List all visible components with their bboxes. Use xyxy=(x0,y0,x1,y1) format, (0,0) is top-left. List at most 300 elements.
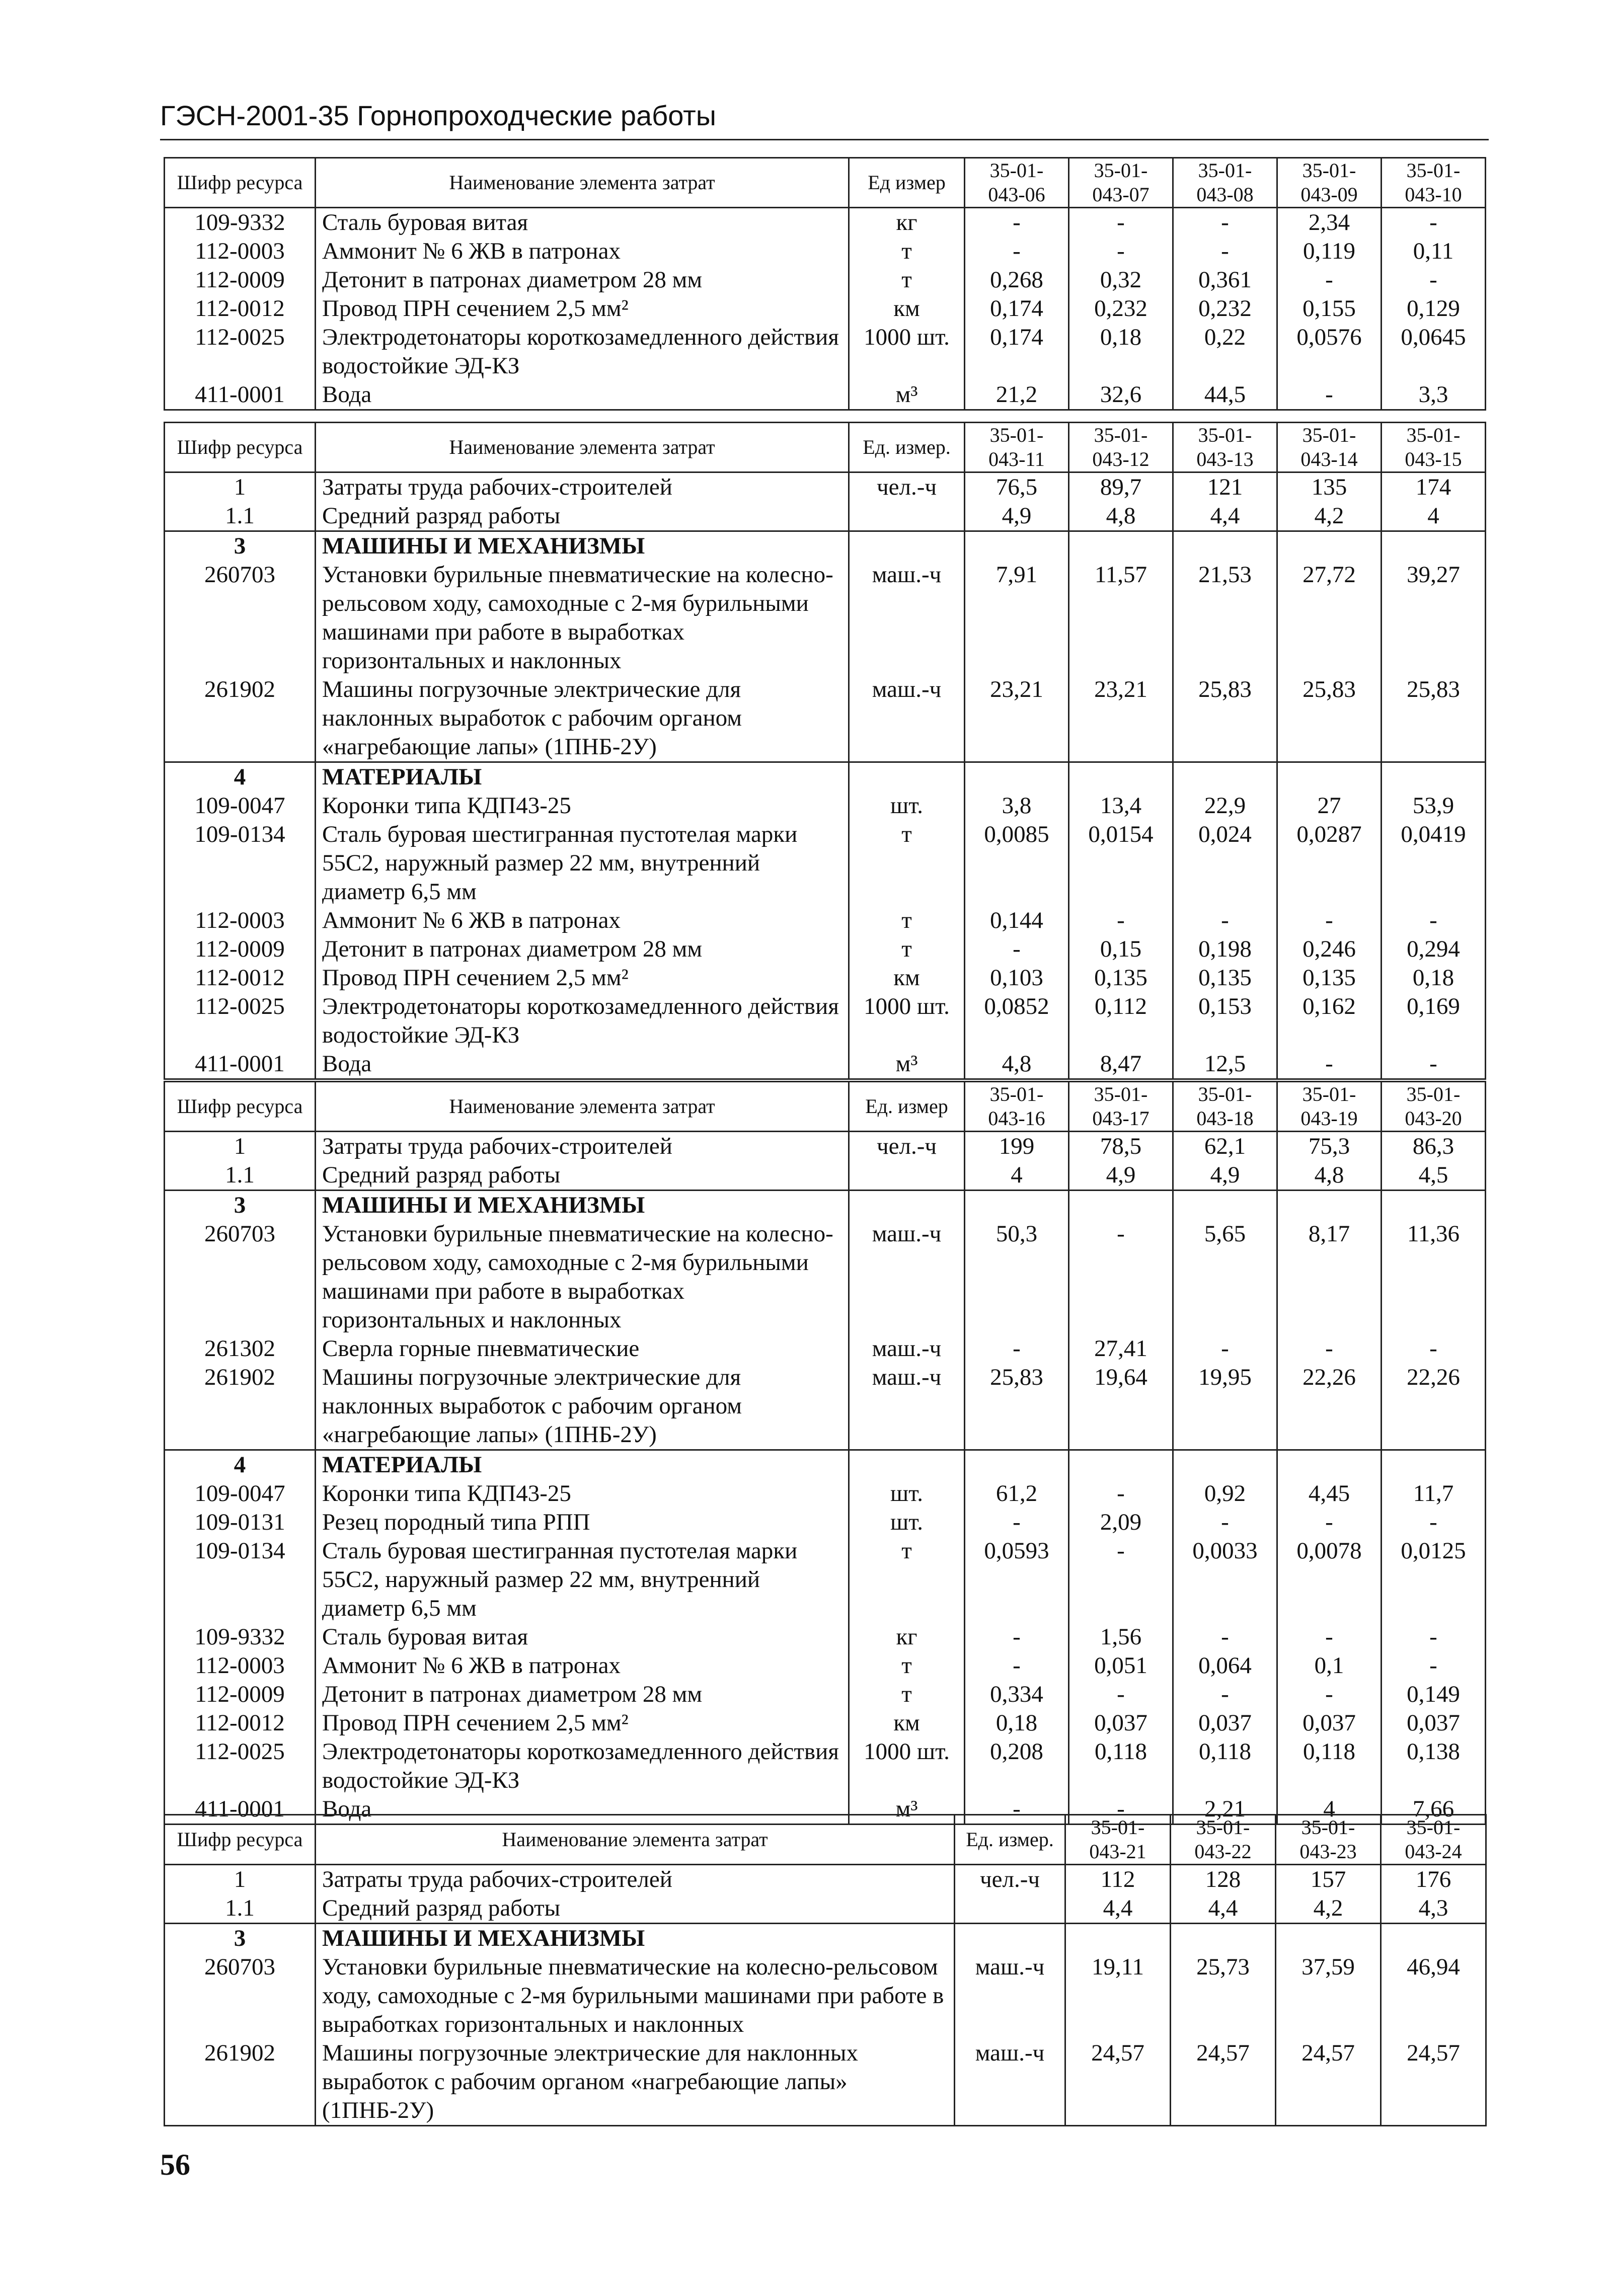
norm-value: 25,73 xyxy=(1171,1953,1276,2039)
norm-value: 0,0287 xyxy=(1277,820,1382,906)
resource-name: Сталь буровая шестигранная пустотелая марки 55С2, наружный размер 22 мм, внутренний диаметр 6,5 мм xyxy=(316,1537,849,1623)
norm-value: 174 xyxy=(1382,472,1486,502)
header-row xyxy=(165,423,1486,472)
norm-value: - xyxy=(1382,1651,1486,1680)
norm-value: 0,0576 xyxy=(1277,323,1382,380)
norm-value: 22,26 xyxy=(1277,1363,1382,1450)
norm-value: 199 xyxy=(965,1132,1069,1161)
column-header-norm xyxy=(1069,423,1173,472)
norm-value: 0,11 xyxy=(1382,237,1486,266)
header-rule xyxy=(160,139,1489,140)
norm-code-part: 043-08 xyxy=(1196,183,1254,206)
norm-value: - xyxy=(965,1334,1069,1363)
norm-code-part: 35-01- xyxy=(1406,1083,1461,1105)
column-header-norm xyxy=(1382,158,1486,208)
norm-code-part: 35-01- xyxy=(1198,1083,1252,1105)
section-title: МАШИНЫ И МЕХАНИЗМЫ xyxy=(316,531,849,561)
resource-code: 411-0001 xyxy=(165,1795,316,1825)
norm-value: 0,15 xyxy=(1069,935,1173,964)
norm-value xyxy=(1277,1191,1382,1220)
norm-value: - xyxy=(1069,1537,1173,1623)
resource-table-4 xyxy=(164,1814,1487,2126)
norm-value: 0,268 xyxy=(965,266,1069,294)
norm-value: 8,47 xyxy=(1069,1050,1173,1079)
column-header-norm xyxy=(1381,1815,1486,1865)
norm-value: 0,92 xyxy=(1173,1479,1277,1508)
column-header-norm xyxy=(1171,1815,1276,1865)
resource-code: 112-0003 xyxy=(165,237,316,266)
norm-value: - xyxy=(1173,1334,1277,1363)
table-row xyxy=(165,1651,1486,1680)
resource-name: Машины погрузочные электрические для наклонных выработок с рабочим органом «нагребающие лапы» (1ПНБ-2У) xyxy=(316,2039,955,2126)
resource-name: Затраты труда рабочих-строителей xyxy=(316,1865,955,1894)
table-row xyxy=(165,1894,1486,1924)
norm-code-part: 35-01- xyxy=(1196,1816,1250,1839)
norm-value: 0,22 xyxy=(1173,323,1277,380)
norm-value: 7,91 xyxy=(965,561,1069,675)
column-header-norm xyxy=(1277,423,1382,472)
resource-unit: шт. xyxy=(849,1479,965,1508)
resource-unit xyxy=(849,502,965,531)
norm-code-part: 35-01- xyxy=(1302,424,1356,446)
norm-value: 0,135 xyxy=(1277,964,1382,992)
norm-value: 0,32 xyxy=(1069,266,1173,294)
norm-value: 4 xyxy=(1277,1795,1382,1825)
norm-value: 0,174 xyxy=(965,323,1069,380)
resource-unit: т xyxy=(849,1537,965,1623)
norm-code-part: 043-17 xyxy=(1092,1107,1150,1130)
resource-table-1 xyxy=(164,157,1486,411)
resource-unit xyxy=(849,762,965,792)
norm-code-part: 043-07 xyxy=(1092,183,1150,206)
norm-value xyxy=(1277,762,1382,792)
norm-value: 4 xyxy=(1382,502,1486,531)
column-header-name: Наименование элемента затрат xyxy=(316,1815,955,1865)
norm-value: 19,64 xyxy=(1069,1363,1173,1450)
column-header-norm xyxy=(1277,1082,1382,1132)
resource-code: 112-0025 xyxy=(165,992,316,1050)
norm-code-part: 35-01- xyxy=(989,159,1044,182)
norm-code-part: 35-01- xyxy=(1198,159,1252,182)
norm-value: - xyxy=(1382,1508,1486,1537)
column-header-name: Наименование элемента затрат xyxy=(316,1082,849,1132)
norm-code-part: 35-01- xyxy=(1094,159,1148,182)
resource-unit: чел.-ч xyxy=(849,1132,965,1161)
resource-code: 1 xyxy=(165,1132,316,1161)
resource-code: 109-0047 xyxy=(165,1479,316,1508)
page-number: 56 xyxy=(160,2148,190,2181)
norm-value: 0,153 xyxy=(1173,992,1277,1050)
table-row xyxy=(165,502,1486,531)
norm-value: 4,45 xyxy=(1277,1479,1382,1508)
column-header-norm xyxy=(1276,1815,1381,1865)
resource-code: 112-0009 xyxy=(165,935,316,964)
norm-value: - xyxy=(965,1623,1069,1651)
norm-value: 4,4 xyxy=(1065,1894,1171,1924)
table-row xyxy=(165,323,1486,380)
norm-value: 0,232 xyxy=(1069,294,1173,323)
norm-value: 0,18 xyxy=(1382,964,1486,992)
column-header-norm xyxy=(1069,158,1173,208)
table-row xyxy=(165,791,1486,820)
resource-code: 3 xyxy=(165,531,316,561)
resource-unit: кг xyxy=(849,1623,965,1651)
resource-unit: чел.-ч xyxy=(955,1865,1065,1894)
column-header-unit: Ед. измер xyxy=(849,1082,965,1132)
norm-value: 24,57 xyxy=(1171,2039,1276,2126)
resource-code: 112-0009 xyxy=(165,266,316,294)
norm-value: 4,8 xyxy=(1069,502,1173,531)
column-header-norm xyxy=(1173,1082,1277,1132)
norm-value xyxy=(1276,1924,1381,1953)
norm-value: 0,037 xyxy=(1173,1709,1277,1737)
norm-value: 25,83 xyxy=(1173,675,1277,762)
resource-unit xyxy=(849,531,965,561)
norm-value xyxy=(965,1191,1069,1220)
header-row xyxy=(165,158,1486,208)
resource-code: 109-9332 xyxy=(165,208,316,237)
resource-unit: м³ xyxy=(849,1795,965,1825)
resource-name: Электродетонаторы короткозамедленного действия водостойкие ЭД-КЗ xyxy=(316,992,849,1050)
resource-unit: т xyxy=(849,1680,965,1709)
norm-code-part: 35-01- xyxy=(1302,1083,1356,1105)
norm-code-part: 043-19 xyxy=(1300,1107,1358,1130)
norm-value: 0,0593 xyxy=(965,1537,1069,1623)
norm-value xyxy=(1069,1191,1173,1220)
norm-value: - xyxy=(1277,266,1382,294)
norm-value: 0,1 xyxy=(1277,1651,1382,1680)
norm-value: 53,9 xyxy=(1382,791,1486,820)
norm-value: 4,9 xyxy=(1069,1161,1173,1191)
norm-value: 75,3 xyxy=(1277,1132,1382,1161)
column-header-norm xyxy=(965,158,1069,208)
norm-value: 0,0645 xyxy=(1382,323,1486,380)
resource-name: Сверла горные пневматические xyxy=(316,1334,849,1363)
norm-value: 121 xyxy=(1173,472,1277,502)
norm-value: 0,037 xyxy=(1382,1709,1486,1737)
resource-name: Вода xyxy=(316,1050,849,1079)
norm-value: 0,334 xyxy=(965,1680,1069,1709)
column-header-code: Шифр ресурса xyxy=(165,158,316,208)
norm-value: 13,4 xyxy=(1069,791,1173,820)
norm-value: 89,7 xyxy=(1069,472,1173,502)
resource-code: 260703 xyxy=(165,1220,316,1334)
norm-value: - xyxy=(965,1651,1069,1680)
norm-value: 3,3 xyxy=(1382,380,1486,410)
resource-name: Вода xyxy=(316,1795,849,1825)
resource-unit: км xyxy=(849,964,965,992)
section-title: МАТЕРИАЛЫ xyxy=(316,762,849,792)
resource-unit: т xyxy=(849,1651,965,1680)
norm-value: - xyxy=(1173,237,1277,266)
norm-value: - xyxy=(1277,1680,1382,1709)
table-row xyxy=(165,2039,1486,2126)
resource-name: Аммонит № 6 ЖВ в патронах xyxy=(316,1651,849,1680)
norm-value: 27,72 xyxy=(1277,561,1382,675)
resource-code: 112-0025 xyxy=(165,1737,316,1795)
resource-unit: маш.-ч xyxy=(849,561,965,675)
resource-name: Сталь буровая витая xyxy=(316,208,849,237)
norm-value: 7,66 xyxy=(1382,1795,1486,1825)
norm-value: 46,94 xyxy=(1381,1953,1486,2039)
norm-value: 128 xyxy=(1171,1865,1276,1894)
norm-value: - xyxy=(1277,1623,1382,1651)
table-row xyxy=(165,1623,1486,1651)
norm-value: - xyxy=(965,208,1069,237)
norm-value: 0,129 xyxy=(1382,294,1486,323)
norm-code-part: 043-13 xyxy=(1196,448,1254,470)
resource-name: Установки бурильные пневматические на колесно-рельсовом ходу, самоходные с 2-мя бурильными машинами при работе в выработках горизонтальных и наклонных xyxy=(316,561,849,675)
norm-code-part: 043-14 xyxy=(1300,448,1358,470)
resource-name: Машины погрузочные электрические для наклонных выработок с рабочим органом «нагребающие лапы» (1ПНБ-2У) xyxy=(316,1363,849,1450)
norm-code-part: 35-01- xyxy=(989,424,1044,446)
norm-value: 4,2 xyxy=(1277,502,1382,531)
norm-value xyxy=(1382,531,1486,561)
norm-value: - xyxy=(1069,1220,1173,1334)
norm-value: - xyxy=(1069,1680,1173,1709)
column-header-norm xyxy=(1065,1815,1171,1865)
resource-unit: м³ xyxy=(849,1050,965,1079)
table-row xyxy=(165,1709,1486,1737)
norm-code-part: 043-12 xyxy=(1092,448,1150,470)
header-row xyxy=(165,1815,1486,1865)
norm-value: 0,0154 xyxy=(1069,820,1173,906)
resource-code: 3 xyxy=(165,1191,316,1220)
norm-value: 8,17 xyxy=(1277,1220,1382,1334)
header-row xyxy=(165,1082,1486,1132)
resource-name: Детонит в патронах диаметром 28 мм xyxy=(316,1680,849,1709)
norm-code-part: 35-01- xyxy=(989,1083,1044,1105)
norm-value: 0,064 xyxy=(1173,1651,1277,1680)
norm-value: - xyxy=(1173,906,1277,935)
norm-code-part: 35-01- xyxy=(1091,1816,1145,1839)
section-title: МАТЕРИАЛЫ xyxy=(316,1450,849,1480)
norm-value: 4,9 xyxy=(965,502,1069,531)
norm-value xyxy=(1173,1191,1277,1220)
resource-code: 1 xyxy=(165,472,316,502)
section-row xyxy=(165,762,1486,792)
norm-value: 0,119 xyxy=(1277,237,1382,266)
resource-table-2 xyxy=(164,422,1486,1080)
norm-value: 5,65 xyxy=(1173,1220,1277,1334)
resource-code: 109-0131 xyxy=(165,1508,316,1537)
norm-value: - xyxy=(1069,906,1173,935)
norm-code-part: 35-01- xyxy=(1406,159,1461,182)
resource-unit: м³ xyxy=(849,380,965,410)
table-row xyxy=(165,1508,1486,1537)
norm-value: 4,8 xyxy=(965,1050,1069,1079)
norm-value: 12,5 xyxy=(1173,1050,1277,1079)
table-row xyxy=(165,1132,1486,1161)
norm-value: 0,174 xyxy=(965,294,1069,323)
norm-value: 0,18 xyxy=(965,1709,1069,1737)
resource-unit: км xyxy=(849,294,965,323)
norm-value: 0,0078 xyxy=(1277,1537,1382,1623)
norm-value: 11,57 xyxy=(1069,561,1173,675)
norm-code-part: 35-01- xyxy=(1094,1083,1148,1105)
norm-value: 0,144 xyxy=(965,906,1069,935)
resource-name: Средний разряд работы xyxy=(316,502,849,531)
norm-value: 22,26 xyxy=(1382,1363,1486,1450)
norm-code-part: 043-15 xyxy=(1405,448,1462,470)
norm-value: 0,208 xyxy=(965,1737,1069,1795)
norm-value: 11,7 xyxy=(1382,1479,1486,1508)
norm-value: 86,3 xyxy=(1382,1132,1486,1161)
norm-value xyxy=(1382,1191,1486,1220)
resource-unit: шт. xyxy=(849,1508,965,1537)
resource-name: Затраты труда рабочих-строителей xyxy=(316,472,849,502)
norm-value: 0,149 xyxy=(1382,1680,1486,1709)
resource-name: Коронки типа КДП43-25 xyxy=(316,791,849,820)
resource-code: 260703 xyxy=(165,561,316,675)
resource-name: Средний разряд работы xyxy=(316,1161,849,1191)
column-header-name: Наименование элемента затрат xyxy=(316,158,849,208)
resource-code: 4 xyxy=(165,1450,316,1480)
norm-value: 4,2 xyxy=(1276,1894,1381,1924)
table-row xyxy=(165,380,1486,410)
norm-code-part: 043-10 xyxy=(1405,183,1462,206)
norm-value: 176 xyxy=(1381,1865,1486,1894)
column-header-norm xyxy=(1069,1082,1173,1132)
norm-value: 0,198 xyxy=(1173,935,1277,964)
resource-unit: чел.-ч xyxy=(849,472,965,502)
section-row xyxy=(165,531,1486,561)
page-header: ГЭСН-2001-35 Горнопроходческие работы xyxy=(160,100,717,131)
column-header-norm xyxy=(965,423,1069,472)
resource-unit: маш.-ч xyxy=(955,1953,1065,2039)
norm-value: 76,5 xyxy=(965,472,1069,502)
norm-value xyxy=(965,531,1069,561)
norm-value: 0,037 xyxy=(1277,1709,1382,1737)
section-row xyxy=(165,1450,1486,1480)
resource-unit: т xyxy=(849,820,965,906)
norm-value: 22,9 xyxy=(1173,791,1277,820)
norm-value: 0,294 xyxy=(1382,935,1486,964)
resource-name: Аммонит № 6 ЖВ в патронах xyxy=(316,906,849,935)
table-row xyxy=(165,820,1486,906)
table-row xyxy=(165,1865,1486,1894)
table-row xyxy=(165,266,1486,294)
norm-value: 0,0085 xyxy=(965,820,1069,906)
norm-value: - xyxy=(1173,208,1277,237)
column-header-norm xyxy=(1173,423,1277,472)
norm-code-part: 043-22 xyxy=(1194,1840,1252,1863)
norm-value: 24,57 xyxy=(1065,2039,1171,2126)
norm-value: - xyxy=(1173,1680,1277,1709)
resource-code: 112-0009 xyxy=(165,1680,316,1709)
table-row xyxy=(165,561,1486,675)
norm-value: - xyxy=(1277,1334,1382,1363)
table-row xyxy=(165,1161,1486,1191)
norm-value: - xyxy=(1382,266,1486,294)
norm-value: 0,18 xyxy=(1069,323,1173,380)
resource-name: Аммонит № 6 ЖВ в патронах xyxy=(316,237,849,266)
column-header-norm xyxy=(1277,158,1382,208)
table-row xyxy=(165,472,1486,502)
norm-value: 0,103 xyxy=(965,964,1069,992)
norm-code-part: 35-01- xyxy=(1302,159,1356,182)
norm-value xyxy=(1173,762,1277,792)
resource-code: 3 xyxy=(165,1924,316,1953)
resource-name: Электродетонаторы короткозамедленного действия водостойкие ЭД-КЗ xyxy=(316,323,849,380)
table-row xyxy=(165,992,1486,1050)
norm-value: 0,0852 xyxy=(965,992,1069,1050)
resource-unit xyxy=(849,1161,965,1191)
norm-value: 0,138 xyxy=(1382,1737,1486,1795)
norm-code-part: 35-01- xyxy=(1198,424,1252,446)
norm-code-part: 35-01- xyxy=(1094,424,1148,446)
resource-code: 112-0003 xyxy=(165,1651,316,1680)
norm-value: - xyxy=(1382,1623,1486,1651)
norm-value xyxy=(965,762,1069,792)
norm-value: 24,57 xyxy=(1276,2039,1381,2126)
norm-value: 39,27 xyxy=(1382,561,1486,675)
norm-value: 2,21 xyxy=(1173,1795,1277,1825)
resource-code: 112-0012 xyxy=(165,294,316,323)
resource-code: 1 xyxy=(165,1865,316,1894)
resource-code: 1.1 xyxy=(165,502,316,531)
norm-value: 1,56 xyxy=(1069,1623,1173,1651)
column-header-norm xyxy=(1382,1082,1486,1132)
norm-value: 19,11 xyxy=(1065,1953,1171,2039)
norm-value: 23,21 xyxy=(1069,675,1173,762)
norm-value: 25,83 xyxy=(1277,675,1382,762)
norm-value: 112 xyxy=(1065,1865,1171,1894)
resource-code: 112-0003 xyxy=(165,906,316,935)
norm-value: - xyxy=(965,1508,1069,1537)
resource-name: Установки бурильные пневматические на колесно-рельсовом ходу, самоходные с 2-мя бурильными машинами при работе в выработках горизонтальных и наклонных xyxy=(316,1953,955,2039)
norm-value: 2,09 xyxy=(1069,1508,1173,1537)
norm-code-part: 043-18 xyxy=(1196,1107,1254,1130)
resource-unit xyxy=(849,1191,965,1220)
norm-value: 0,169 xyxy=(1382,992,1486,1050)
norm-value xyxy=(1382,762,1486,792)
table-row xyxy=(165,237,1486,266)
norm-value: 157 xyxy=(1276,1865,1381,1894)
resource-name: Провод ПРН сечением 2,5 мм² xyxy=(316,964,849,992)
resource-name: Провод ПРН сечением 2,5 мм² xyxy=(316,1709,849,1737)
norm-code-part: 043-21 xyxy=(1089,1840,1146,1863)
norm-value: 2,34 xyxy=(1277,208,1382,237)
resource-unit: т xyxy=(849,266,965,294)
column-header-norm xyxy=(965,1082,1069,1132)
table-row xyxy=(165,1737,1486,1795)
norm-value: 4,4 xyxy=(1173,502,1277,531)
norm-value xyxy=(1382,1450,1486,1480)
resource-unit: маш.-ч xyxy=(849,1334,965,1363)
section-row xyxy=(165,1924,1486,1953)
section-title: МАШИНЫ И МЕХАНИЗМЫ xyxy=(316,1924,955,1953)
norm-code-part: 043-24 xyxy=(1405,1840,1462,1863)
norm-code-part: 35-01- xyxy=(1406,424,1461,446)
table-row xyxy=(165,1680,1486,1709)
norm-value: - xyxy=(1069,1795,1173,1825)
resource-code: 261902 xyxy=(165,2039,316,2126)
norm-value: 4,9 xyxy=(1173,1161,1277,1191)
resource-code: 261902 xyxy=(165,675,316,762)
resource-name: Электродетонаторы короткозамедленного действия водостойкие ЭД-КЗ xyxy=(316,1737,849,1795)
norm-value: 0,246 xyxy=(1277,935,1382,964)
norm-value: 0,135 xyxy=(1069,964,1173,992)
norm-value xyxy=(1065,1924,1171,1953)
resource-unit: маш.-ч xyxy=(955,2039,1065,2126)
norm-value xyxy=(965,1450,1069,1480)
norm-value: - xyxy=(1173,1623,1277,1651)
resource-name: Коронки типа КДП43-25 xyxy=(316,1479,849,1508)
norm-value: - xyxy=(1277,1508,1382,1537)
table-row xyxy=(165,1953,1486,2039)
resource-unit xyxy=(955,1924,1065,1953)
